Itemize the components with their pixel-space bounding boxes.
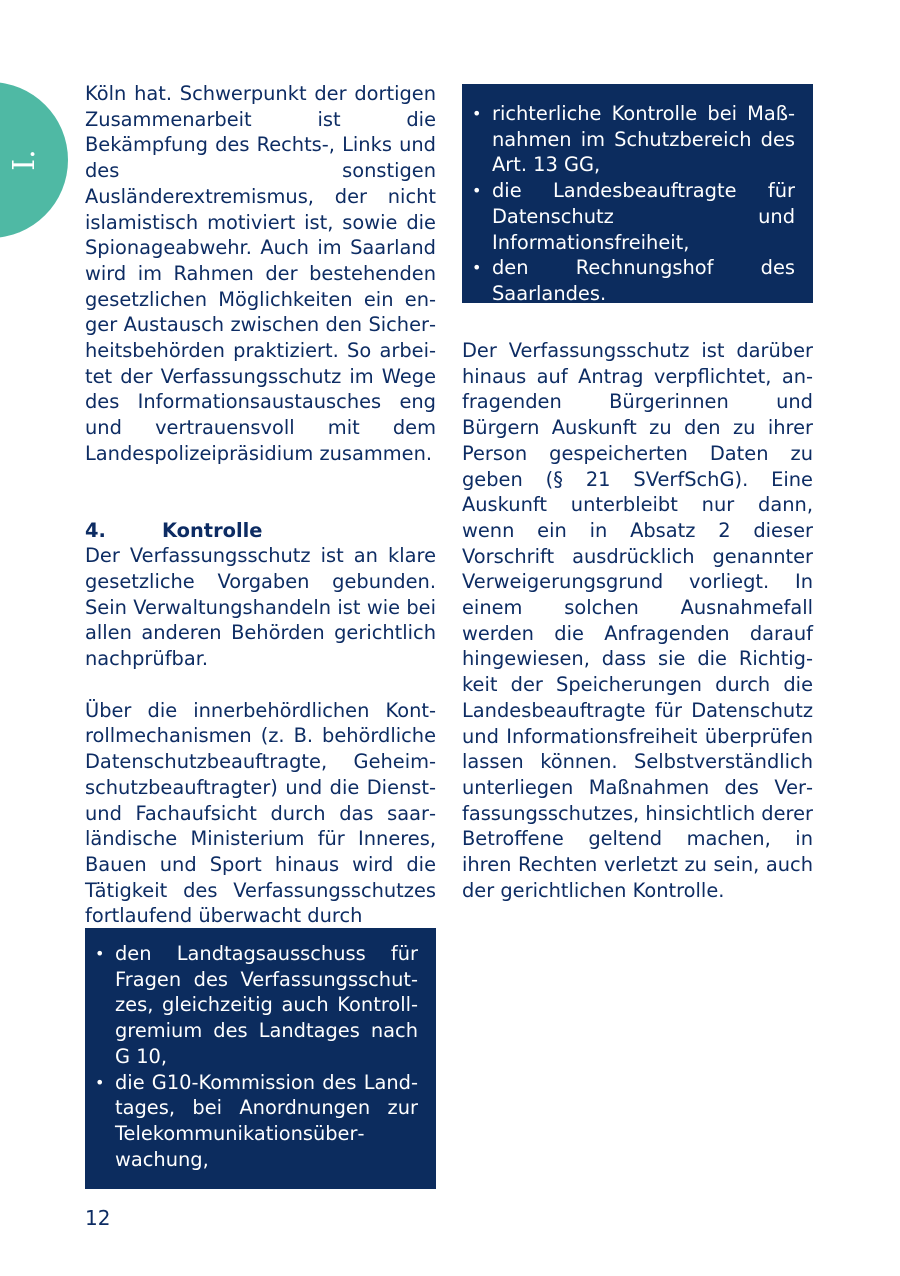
left-paragraph-1: Köln hat. Schwerpunkt der dortigen Zusammenarbeit ist die Bekämpfung des Rechts-, Links und des sonstigen Ausländerextremismus, der nicht islamistisch motiviert ist, sowie die Spionageabwehr. Auch im Saarland wird im Rahmen der bestehenden gesetzlichen Möglichkeiten ein enger Austausch zwischen den Sicherheitsbehörden praktiziert. So arbeitet der Verfassungsschutz im Wege des Informationsaustausches eng und vertrauensvoll mit dem Landespolizeipräsidium zusammen. — [85, 82, 436, 465]
section-number: 4. — [85, 518, 106, 542]
right-column — [462, 338, 813, 903]
list-item: • richterliche Kontrolle bei Maßnahmen im Schutzbereich des Art. 13 GG, — [472, 101, 795, 178]
list-item: • den Landtagsausschuss für Fragen des Verfassungsschutzes, gleichzeitig auch Kontrollgremium des Landtages nach G 10, — [95, 941, 418, 1070]
section-title: Kontrolle — [162, 518, 263, 542]
left-paragraph-3: Über die innerbehördlichen Kontrollmechanismen (z. B. behördliche Datenschutzbeauftragte, Geheimschutzbeauftragter) und die Dienst- und Fachaufsicht durch das saarländische Ministerium für Inneres, Bauen und Sport hinaus wird die Tätigkeit des Verfassungsschutzes fortlaufend überwacht durch — [85, 698, 436, 928]
right-info-box — [462, 84, 813, 303]
list-item: • die Landesbeauftragte für Datenschutz und Informationsfreiheit, — [472, 178, 795, 255]
left-info-box — [85, 928, 436, 1189]
list-item: • die G10-Kommission des Landtages, bei Anordnungen zur Telekommunikationsüberwachung, — [95, 1070, 418, 1173]
right-paragraph-1: Der Verfassungsschutz ist darüber hinaus auf Antrag verpflichtet, anfragenden Bürgerinnen und Bürgern Auskunft zu den zu ihrer Person gespeicherten Daten zu geben (§ 21 SVerfSchG). Eine Auskunft unterbleibt nur dann, wenn ein in Absatz 2 dieser Vorschrift ausdrücklich genannter Verweigerungsgrund vorliegt. In einem solchen Ausnahmefall werden die Anfragenden darauf hingewiesen, dass sie die Richtigkeit der Speicherungen durch die Landesbeauftragte für Datenschutz und Informationsfreiheit überprüfen lassen können. Selbstverständlich unterliegen Maßnahmen des Verfassungsschutzes, hinsichtlich derer Betroffene geltend machen, in ihren Rechten verletzt zu sein, auch der gerichtlichen Kontrolle. — [462, 339, 813, 902]
section-heading — [85, 518, 436, 544]
list-item: • den Rechnungshof des Saarlandes. — [472, 255, 795, 306]
left-box-list — [95, 941, 418, 1172]
left-column — [85, 81, 436, 929]
left-paragraph-2: Der Verfassungsschutz ist an klare gesetzliche Vorgaben gebunden. Sein Verwaltungshandeln ist wie bei allen anderen Behörden gerichtlich nachprüfbar. — [85, 544, 436, 671]
right-box-list — [472, 101, 795, 307]
page-number: 12 — [85, 1206, 111, 1230]
chapter-tab-label: I. — [7, 149, 42, 171]
